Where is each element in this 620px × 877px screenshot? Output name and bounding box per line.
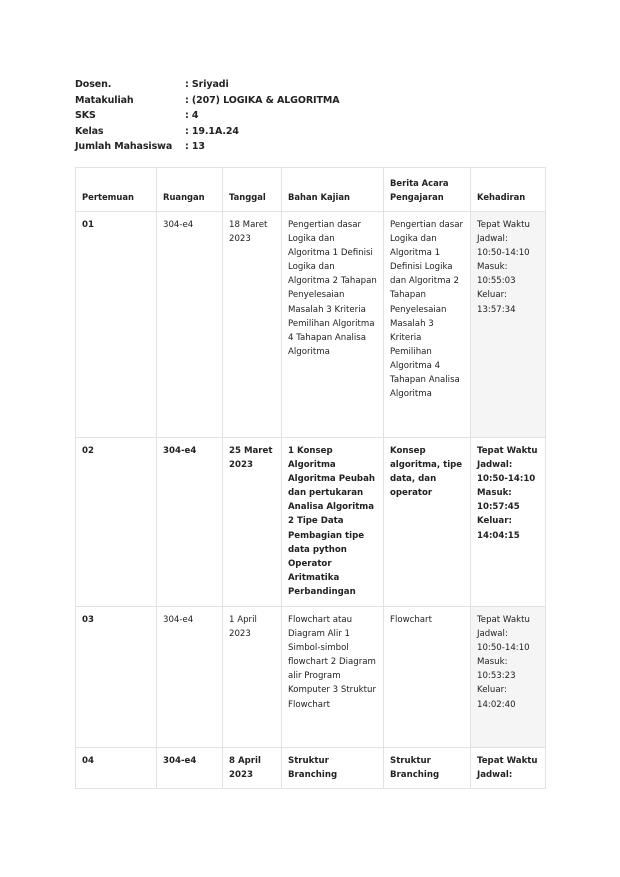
info-label: Dosen. xyxy=(75,79,112,90)
info-row-sks xyxy=(75,108,339,124)
info-value: : Sriyadi xyxy=(185,79,229,90)
cell-tanggal: 8 April 2023 xyxy=(223,748,282,789)
course-info-block xyxy=(75,77,339,155)
cell-berita-acara: Flowchart xyxy=(384,607,471,748)
info-row-jumlah-mahasiswa xyxy=(75,139,339,155)
header-tanggal: Tanggal xyxy=(223,168,282,212)
info-label: SKS xyxy=(75,110,96,122)
cell-ruangan: 304-e4 xyxy=(157,607,223,748)
info-row-matakuliah xyxy=(75,93,339,109)
info-label: Kelas xyxy=(75,125,104,137)
info-value: : 4 xyxy=(185,110,199,122)
cell-berita-acara: Pengertian dasar Logika dan Algoritma 1 Definisi Logika dan Algoritma 2 Tahapan Penyelesaian Masalah 3 Kriteria Pemilihan Algoritma 4 Tahapan Analisa Algoritma xyxy=(384,212,471,438)
header-ruangan: Ruangan xyxy=(157,168,223,212)
cell-ruangan: 304-e4 xyxy=(157,438,223,607)
info-row-kelas xyxy=(75,124,339,140)
cell-kehadiran: Tepat Waktu Jadwal: 10:50-14:10 Masuk: 10:53:23 Keluar: 14:02:40 xyxy=(471,607,546,748)
info-value: : (207) LOGIKA & ALGORITMA xyxy=(185,94,340,106)
header-pertemuan: Pertemuan xyxy=(76,168,157,212)
cell-ruangan: 304-e4 xyxy=(157,212,223,438)
table-header-row xyxy=(76,168,546,212)
cell-pertemuan: 04 xyxy=(76,748,157,789)
header-kehadiran: Kehadiran xyxy=(471,168,546,212)
table-row xyxy=(76,212,546,438)
cell-kehadiran: Tepat Waktu Jadwal: xyxy=(471,748,546,789)
cell-bahan-kajian: 1 Konsep Algoritma Algoritma Peubah dan pertukaran Analisa Algoritma 2 Tipe Data Pembagian tipe data python Operator Aritmatika Perbandingan xyxy=(282,438,384,607)
cell-tanggal: 18 Maret 2023 xyxy=(223,212,282,438)
info-label: Matakuliah xyxy=(75,94,134,106)
table-row xyxy=(76,748,546,789)
cell-pertemuan: 01 xyxy=(76,212,157,438)
cell-tanggal: 1 April 2023 xyxy=(223,607,282,748)
cell-tanggal: 25 Maret 2023 xyxy=(223,438,282,607)
cell-berita-acara: Konsep algoritma, tipe data, dan operator xyxy=(384,438,471,607)
cell-bahan-kajian: Pengertian dasar Logika dan Algoritma 1 Definisi Logika dan Algoritma 2 Tahapan Penyelesaian Masalah 3 Kriteria Pemilihan Algoritma 4 Tahapan Analisa Algoritma xyxy=(282,212,384,438)
info-value: : 19.1A.24 xyxy=(185,125,239,137)
header-berita-acara: Berita Acara Pengajaran xyxy=(384,168,471,212)
info-label: Jumlah Mahasiswa xyxy=(75,141,173,153)
table-row xyxy=(76,607,546,748)
cell-kehadiran: Tepat Waktu Jadwal: 10:50-14:10 Masuk: 10:57:45 Keluar: 14:04:15 xyxy=(471,438,546,607)
info-value: : 13 xyxy=(185,141,205,153)
header-bahan-kajian: Bahan Kajian xyxy=(282,168,384,212)
cell-kehadiran: Tepat Waktu Jadwal: 10:50-14:10 Masuk: 10:55:03 Keluar: 13:57:34 xyxy=(471,212,546,438)
cell-bahan-kajian: Struktur Branching xyxy=(282,748,384,789)
cell-ruangan: 304-e4 xyxy=(157,748,223,789)
cell-pertemuan: 02 xyxy=(76,438,157,607)
info-row-dosen xyxy=(75,77,339,93)
cell-bahan-kajian: Flowchart atau Diagram Alir 1 Simbol-simbol flowchart 2 Diagram alir Program Komputer 3 Struktur Flowchart xyxy=(282,607,384,748)
table-row xyxy=(76,438,546,607)
meeting-schedule-table xyxy=(75,167,546,789)
cell-berita-acara: Struktur Branching xyxy=(384,748,471,789)
cell-pertemuan: 03 xyxy=(76,607,157,748)
